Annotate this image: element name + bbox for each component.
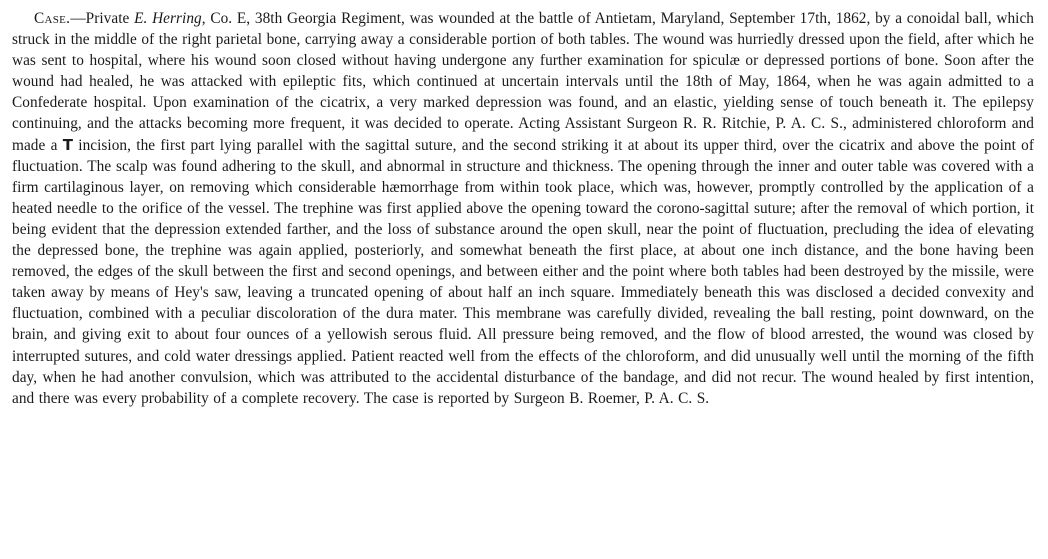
patient-name: E. Herring <box>134 10 202 27</box>
case-text-part-2: incision, the first part lying parallel with the sagittal suture, and the second striking it at about its upper third, over the cicatrix and above the point of fluctuation. The scalp was found adhering to the skull, and abnormal in structure and thickness. The opening through the inner and outer table was covered with a firm cartilaginous layer, on removing which considerable hæmorrhage from within took place, which was, however, promptly controlled by the application of a heated needle to the orifice of the vessel. The trephine was first applied above the opening toward the corono-sagittal suture; after the removal of which portion, it being evident that the depression extended farther, and the loss of substance around the open skull, near the point of fluctuation, precluding the idea of elevating the depressed bone, the trephine was again applied, posteriorly, and somewhat beneath the first place, at about one inch distance, and the bone having been removed, the edges of the skull between the first and second openings, and between either and the point where both tables had been destroyed by the missile, were taken away by means of Hey's saw, leaving a truncated opening of about half an inch square. Immediately beneath this was disclosed a decided convexity and fluctuation, combined with a peculiar discoloration of the dura mater. This membrane was carefully divided, revealing the ball resting, point downward, on the brain, and giving exit to about four ounces of a yellowish serous fluid. All pressure being removed, and the flow of blood arrested, the wound was closed by interrupted sutures, and cold water dressings applied. Patient reacted well from the effects of the chloroform, and did unusually well until the morning of the fifth day, when he had another convulsion, which was attributed to the accidental disturbance of the bandage, and did not recur. The wound healed by first intention, and there was every probability of a complete recovery. The case is reported by Surgeon B. Roemer, P. A. C. S. <box>12 136 1034 407</box>
case-label: Case. <box>34 10 71 27</box>
case-dash: —Private <box>70 10 135 27</box>
case-text-part-1: , Co. E, 38th Georgia Regiment, was wounded at the battle of Antietam, Maryland, September 17th, 1862, by a conoidal ball, which struck in the middle of the right parietal bone, carrying away a considerable portion of both tables. The wound was hurriedly dressed upon the field, after which he was sent to hospital, where his wound soon closed without having undergone any further examination for spiculæ or depressed portions of bone. Soon after the wound had healed, he was attacked with epileptic fits, which continued at uncertain intervals until the 18th of May, 1864, when he was again admitted to a Confederate hospital. Upon examination of the cicatrix, a very marked depression was found, and an elastic, yielding sense of touch beneath it. The epilepsy continuing, and the attacks becoming more frequent, it was decided to operate. Acting Assistant Surgeon R. R. Ritchie, P. A. C. S., administered chloroform and made a <box>12 10 1034 154</box>
t-incision-symbol: T <box>62 135 74 154</box>
case-report-paragraph <box>12 8 1034 409</box>
